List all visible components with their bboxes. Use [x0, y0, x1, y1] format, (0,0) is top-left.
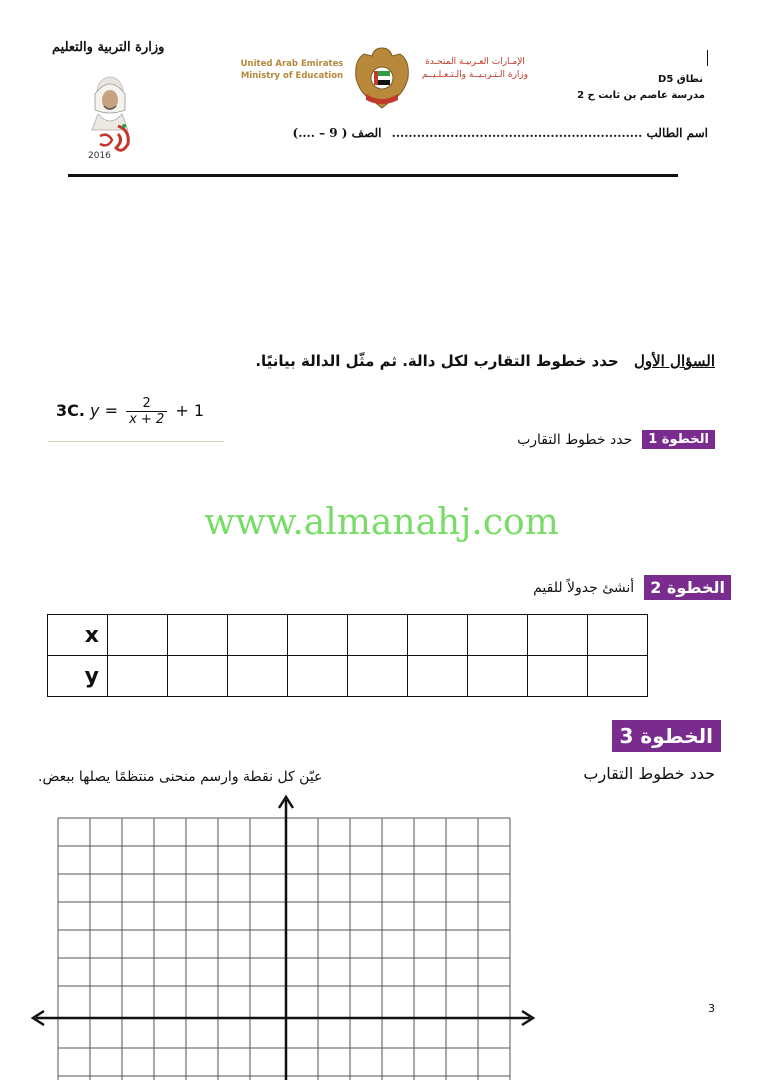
table-row-x: [48, 615, 648, 656]
ministry-en-line2: Ministry of Education: [240, 71, 344, 81]
coordinate-grid[interactable]: [30, 790, 550, 1080]
zone-label: نطاق D5: [658, 74, 703, 85]
table-cell[interactable]: [348, 615, 408, 656]
step2-text: أنشئ جدولاً للقيم: [533, 579, 635, 596]
table-cell[interactable]: [228, 615, 288, 656]
corner-mark: [707, 50, 708, 66]
school-name: مدرسة عاصم بن ثابت ح 2: [577, 90, 705, 101]
table-cell[interactable]: [288, 656, 348, 697]
ministry-ar-line2: وزارة الـتـربـيــة والـتـعـلـيــم: [421, 70, 529, 80]
equation-numerator: 2: [126, 396, 167, 412]
table-cell[interactable]: [468, 615, 528, 656]
table-cell[interactable]: [588, 656, 648, 697]
equation-lhs: y =: [90, 401, 119, 420]
question-text: حدد خطوط التقارب لكل دالة. ثم مثّل الدالة بيانيًا.: [255, 352, 619, 370]
table-cell[interactable]: [108, 615, 168, 656]
equation: [56, 396, 204, 427]
axes: [33, 797, 533, 1080]
step1-text: حدد خطوط التقارب: [517, 431, 633, 448]
step2-badge: الخطوة 2: [644, 575, 731, 600]
grid-lines: [58, 818, 510, 1080]
uae-emblem-icon: [352, 44, 412, 112]
table-cell[interactable]: [348, 656, 408, 697]
equation-fraction: [126, 396, 167, 427]
table-cell[interactable]: [528, 615, 588, 656]
question-heading: [255, 352, 715, 370]
page-number: 3: [708, 1002, 715, 1015]
table-cell[interactable]: [108, 656, 168, 697]
table-row-y: [48, 656, 648, 697]
table-cell[interactable]: [408, 615, 468, 656]
table-cell[interactable]: [168, 615, 228, 656]
table-cell[interactable]: [228, 656, 288, 697]
student-info-line: [287, 126, 708, 140]
ministry-name-ar: وزارة التربية والتعليم: [52, 40, 165, 55]
table-cell[interactable]: [288, 615, 348, 656]
step1: [517, 430, 715, 449]
table-cell[interactable]: [468, 656, 528, 697]
problem-id: 3C.: [56, 401, 85, 420]
ministry-name-en: [236, 58, 348, 82]
header-divider: [68, 174, 678, 177]
graph-instruction: عيّن كل نقطة وارسم منحنى منتظمًا يصلها ببعض.: [38, 769, 323, 785]
table-cell[interactable]: [528, 656, 588, 697]
value-table: [47, 614, 648, 697]
watermark: www.almanahj.com: [204, 502, 559, 543]
step1-badge: الخطوة 1: [642, 430, 715, 449]
table-cell[interactable]: [408, 656, 468, 697]
equation-underline: [48, 441, 224, 442]
portrait-logo: [78, 70, 140, 162]
ministry-name-ar-small: [420, 56, 530, 82]
row-label-x: x: [48, 615, 108, 656]
row-label-y: y: [48, 656, 108, 697]
ministry-ar-line1: الإمـارات العـربيـة المتحـدة: [425, 57, 525, 67]
year-badge: 2016: [88, 151, 111, 161]
equation-denominator: x + 2: [129, 412, 165, 427]
table-cell[interactable]: [588, 615, 648, 656]
step2: [533, 575, 731, 600]
student-name-field[interactable]: اسم الطالب ............................................................: [391, 126, 708, 140]
step3-text: حدد خطوط التقارب: [583, 764, 715, 783]
question-label: السؤال الأول: [633, 352, 715, 370]
equation-tail: + 1: [175, 401, 204, 420]
table-cell[interactable]: [168, 656, 228, 697]
class-field[interactable]: الصف ( 9 – ....): [292, 126, 382, 140]
step3-badge: الخطوة 3: [612, 720, 722, 752]
ministry-en-line1: United Arab Emirates: [240, 59, 344, 69]
